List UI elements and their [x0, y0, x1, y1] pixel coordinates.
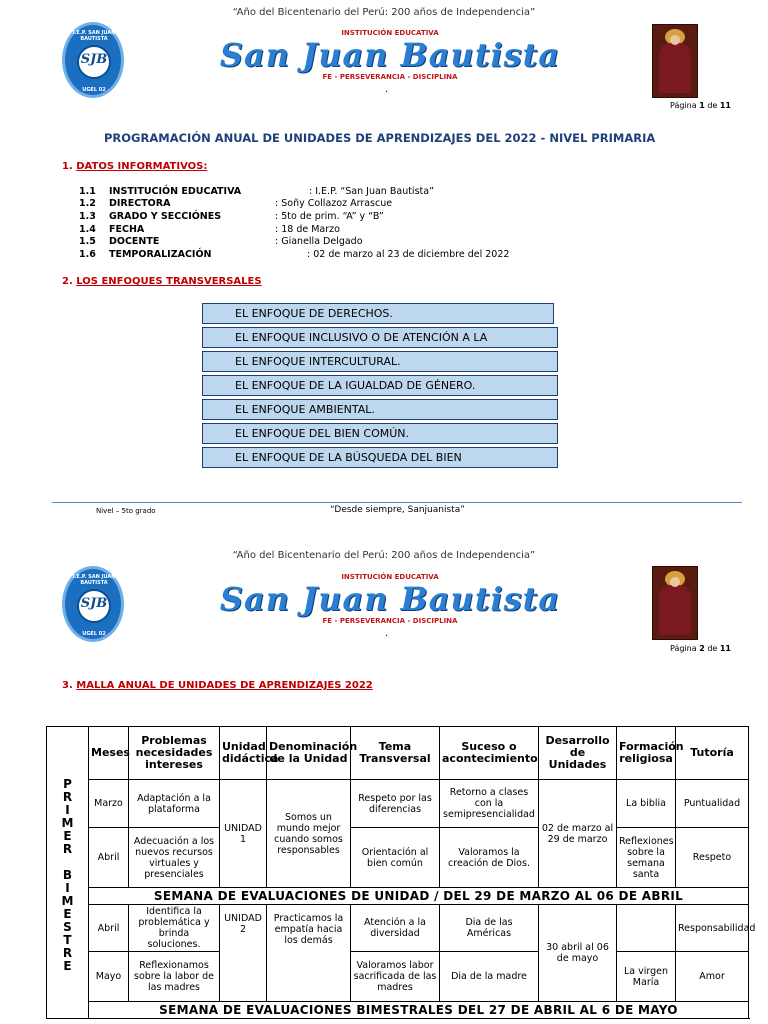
bimestre-vertical-label: P R I M E R B I M E S T R E	[47, 727, 89, 1019]
table-row	[47, 780, 749, 828]
cell-problema: Adecuación a los nuevos recursos virtuales y presenciales	[129, 828, 220, 888]
cell-formacion	[617, 905, 676, 952]
cell-formacion: La biblia	[617, 780, 676, 828]
header-denominacion: Denominación de la Unidad	[267, 727, 351, 780]
brand-name-2: San Juan Bautista	[219, 580, 561, 618]
cell-tema: Respeto por las diferencias	[351, 780, 440, 828]
brand-top-label-2: INSTITUCIÓN EDUCATIVA	[341, 573, 439, 581]
table-row	[47, 828, 749, 888]
header-desarrollo: Desarrollo de Unidades	[539, 727, 617, 780]
header-tutoria: Tutoría	[676, 727, 749, 780]
cell-tutoria: Respeto	[676, 828, 749, 888]
table-row	[47, 952, 749, 1002]
cell-desarrollo-1: 02 de marzo al 29 de marzo	[539, 780, 617, 888]
saint-image-2	[652, 566, 698, 640]
cell-suceso: Retorno a clases con la semipresencialidad	[440, 780, 539, 828]
enfoque-bien-comun: EL ENFOQUE DEL BIEN COMÚN.	[202, 423, 558, 444]
section-2-heading: 2. LOS ENFOQUES TRANSVERSALES	[62, 276, 262, 287]
evaluation-band-row	[47, 1002, 749, 1019]
header-problemas: Problemas necesidades intereses	[129, 727, 220, 780]
brand-name: San Juan Bautista	[219, 36, 561, 74]
enfoque-derechos: EL ENFOQUE DE DERECHOS.	[202, 303, 554, 324]
page-number-2: Página 2 de 11	[670, 644, 731, 653]
enfoque-busqueda-bien: EL ENFOQUE DE LA BÚSQUEDA DEL BIEN	[202, 447, 558, 468]
header-motto-2: “Año del Bicentenario del Perú: 200 años de Independencia”	[232, 550, 536, 561]
cell-formacion: La virgen María	[617, 952, 676, 1002]
cell-suceso: Dia de la madre	[440, 952, 539, 1002]
page-title: PROGRAMACIÓN ANUAL DE UNIDADES DE APRENDIZAJES DEL 2022 - NIVEL PRIMARIA	[104, 131, 656, 145]
table-header-row	[47, 727, 749, 780]
header-unidad: Unidad didáctica	[220, 727, 267, 780]
enfoque-intercultural: EL ENFOQUE INTERCULTURAL.	[202, 351, 558, 372]
info-row-directora: 1.2 DIRECTORA : Soñy Collazoz Arrascue	[79, 198, 393, 209]
saint-image	[652, 24, 698, 98]
brand-top-label: INSTITUCIÓN EDUCATIVA	[341, 29, 439, 37]
cell-tutoria: Amor	[676, 952, 749, 1002]
footer-level: Nivel – 5to grado	[96, 507, 156, 515]
evaluation-band-2: SEMANA DE EVALUACIONES BIMESTRALES DEL 27 DE ABRIL AL 6 DE MAYO	[89, 1002, 749, 1019]
cell-problema: Reflexionamos sobre la labor de las madres	[129, 952, 220, 1002]
seal-ring-text: I.E.P. SAN JUAN BAUTISTA	[72, 30, 116, 42]
info-row-docente: 1.5 DOCENTE : Gianella Delgado	[79, 236, 363, 247]
seal-ugel-text: UGEL 02	[82, 87, 106, 93]
seal-initials-2: SJB	[80, 596, 108, 611]
section-3-heading: 3. MALLA ANUAL DE UNIDADES DE APRENDIZAJES 2022	[62, 680, 373, 691]
info-row-temporalizacion: 1.6 TEMPORALIZACIÓN : 02 de marzo al 23 de diciembre del 2022	[79, 249, 510, 260]
cell-suceso: Dia de las Américas	[440, 905, 539, 952]
evaluation-band-row	[47, 888, 749, 905]
brand-values: FE - PERSEVERANCIA - DISCIPLINA	[322, 73, 458, 81]
info-row-fecha: 1.4 FECHA : 18 de Marzo	[79, 224, 340, 235]
cell-mes: Abril	[89, 905, 129, 952]
cell-tema: Atención a la diversidad	[351, 905, 440, 952]
cell-tutoria: Puntualidad	[676, 780, 749, 828]
header-dot: .	[385, 84, 389, 95]
info-row-institucion: 1.1 INSTITUCIÓN EDUCATIVA : I.E.P. “San Juan Bautista”	[79, 186, 434, 197]
cell-denominacion-1: Somos un mundo mejor cuando somos responsables	[267, 780, 351, 888]
header-dot-2: .	[385, 628, 389, 639]
malla-table	[46, 726, 756, 1019]
cell-tema: Valoramos labor sacrificada de las madres	[351, 952, 440, 1002]
header-formacion: Formación religiosa	[617, 727, 676, 780]
cell-unidad-2: UNIDAD 2	[220, 905, 267, 1002]
footer-quote: “Desde siempre, Sanjuanista”	[330, 505, 465, 515]
enfoque-igualdad-genero: EL ENFOQUE DE LA IGUALDAD DE GÉNERO.	[202, 375, 558, 396]
footer-divider	[52, 502, 742, 503]
brand-values-2: FE - PERSEVERANCIA - DISCIPLINA	[322, 617, 458, 625]
seal-initials: SJB	[80, 52, 108, 67]
enfoque-inclusivo: EL ENFOQUE INCLUSIVO O DE ATENCIÓN A LA	[202, 327, 558, 348]
seal-ugel-text-2: UGEL 02	[82, 631, 106, 637]
cell-suceso: Valoramos la creación de Dios.	[440, 828, 539, 888]
table-row	[47, 905, 749, 952]
cell-formacion: Reflexiones sobre la semana santa	[617, 828, 676, 888]
enfoque-ambiental: EL ENFOQUE AMBIENTAL.	[202, 399, 558, 420]
cell-tema: Orientación al bien común	[351, 828, 440, 888]
cell-tutoria: Responsabilidad	[676, 905, 749, 952]
info-row-grado: 1.3 GRADO Y SECCIÓNES : 5to de prim. “A” y “B”	[79, 211, 384, 222]
header-tema: Tema Transversal	[351, 727, 440, 780]
school-seal-logo	[62, 22, 124, 98]
cell-desarrollo-2: 30 abril al 06 de mayo	[539, 905, 617, 1002]
school-seal-logo-2	[62, 566, 124, 642]
cell-unidad-1: UNIDAD 1	[220, 780, 267, 888]
cell-mes: Mayo	[89, 952, 129, 1002]
cell-problema: Identifica la problemática y brinda soluciones.	[129, 905, 220, 952]
cell-mes: Marzo	[89, 780, 129, 828]
header-motto: “Año del Bicentenario del Perú: 200 años de Independencia”	[232, 7, 536, 18]
section-1-heading: 1. DATOS INFORMATIVOS:	[62, 161, 208, 172]
evaluation-band-1: SEMANA DE EVALUACIONES DE UNIDAD / DEL 29 DE MARZO AL 06 DE ABRIL	[89, 888, 749, 905]
header-meses: Meses	[89, 727, 129, 780]
cell-mes: Abril	[89, 828, 129, 888]
cell-problema: Adaptación a la plataforma	[129, 780, 220, 828]
seal-ring-text-2: I.E.P. SAN JUAN BAUTISTA	[72, 574, 116, 586]
header-suceso: Suceso o acontecimiento	[440, 727, 539, 780]
page-number-1: Página 1 de 11	[670, 101, 731, 110]
cell-denominacion-2: Practicamos la empatía hacia los demás	[267, 905, 351, 1002]
